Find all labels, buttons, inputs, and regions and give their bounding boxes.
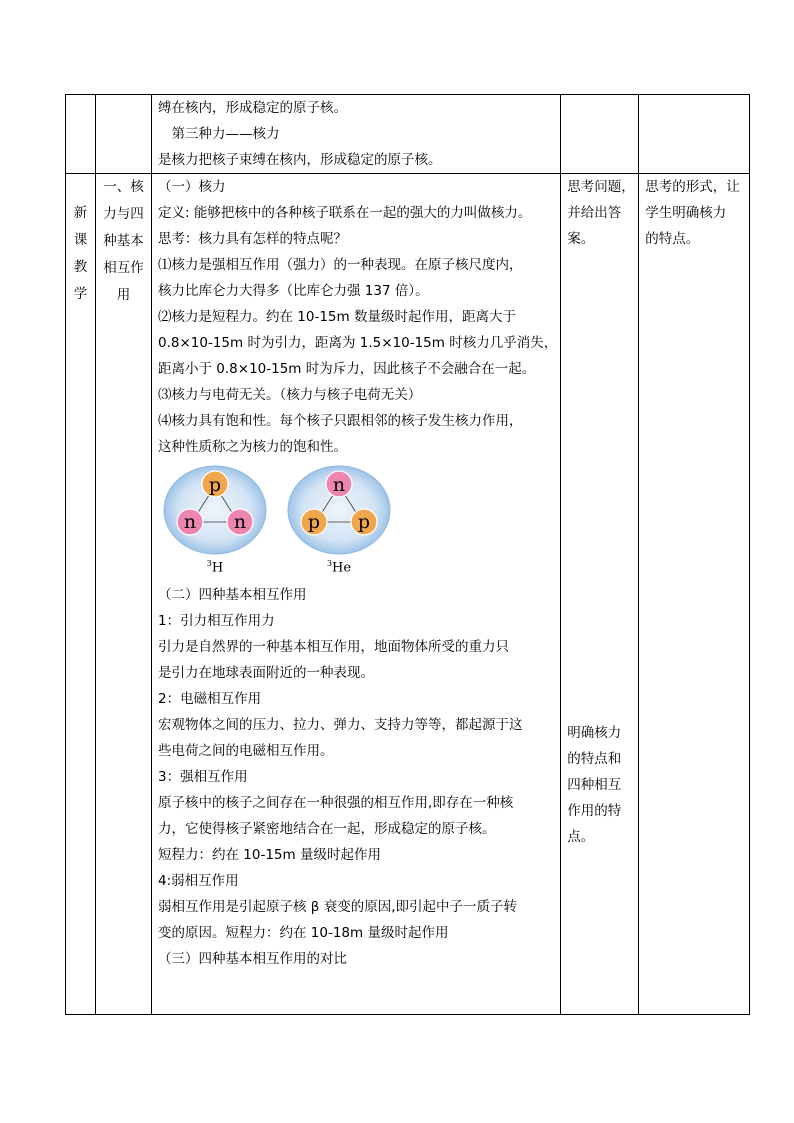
text-line: 力，它使得核子紧密地结合在一起，形成稳定的原子核。	[158, 821, 496, 837]
design-intent-cell-empty	[639, 95, 750, 174]
content-cell	[152, 174, 561, 1015]
text-line: 是引力在地球表面附近的一种表现。	[158, 665, 374, 681]
text-line: 第三种力——核力	[158, 126, 280, 142]
text-line: 的特点和	[567, 751, 622, 767]
mass-number: 3	[326, 559, 333, 568]
text-line: 并给出答	[567, 205, 622, 221]
text-line: 原子核中的核子之间存在一种很强的相互作用,即存在一种核	[158, 795, 514, 811]
topic-line: 种基本	[103, 233, 144, 249]
nucleon-label: n	[183, 511, 197, 533]
text-line: 距离小于 0.8×10-15m 时为斥力，因此核子不会融合在一起。	[158, 361, 536, 377]
element-symbol: H	[211, 560, 224, 576]
text-line: ⑴核力是强相互作用（强力）的一种表现。在原子核尺度内，	[158, 257, 523, 273]
helium3-nucleus-diagram	[286, 464, 392, 556]
text-line: 明确核力	[567, 725, 622, 741]
nucleon-label: p	[357, 511, 371, 533]
table-row	[66, 174, 750, 1015]
topic-line: 用	[116, 287, 131, 303]
section-cell	[66, 174, 96, 1015]
section-char: 新	[73, 205, 88, 221]
nucleon-label: p	[208, 474, 222, 496]
text-line: ⑷核力具有饱和性。每个核子只跟相邻的核子发生核力作用，	[158, 413, 523, 429]
helium3-nucleus-figure	[286, 464, 392, 574]
text-line: 思考：核力具有怎样的特点呢？	[158, 231, 347, 247]
figure-label	[162, 556, 268, 576]
table-row	[66, 95, 750, 174]
mass-number: 3	[206, 559, 212, 568]
tritium-nucleus-diagram	[162, 464, 268, 556]
text-line: 变的原因。短程力：约在 10-18m 量级时起作用	[158, 925, 449, 941]
section-char: 教	[73, 259, 88, 275]
text-line: ⑶核力与电荷无关。（核力与核子电荷无关）	[158, 387, 422, 403]
section-cell-empty	[66, 95, 96, 174]
topic-cell	[96, 174, 152, 1015]
topic-line: 相互作	[103, 260, 144, 276]
tritium-nucleus-figure	[162, 464, 268, 574]
section-char: 学	[73, 286, 88, 302]
text-line: 缚在核内，形成稳定的原子核。	[158, 100, 347, 116]
nucleon-label: n	[332, 474, 346, 496]
text-line: 核力比库仑力大得多（比库仑力强 137 倍）。	[158, 283, 429, 299]
student-activity-cell	[561, 174, 639, 1015]
text-line: 的特点。	[645, 231, 700, 247]
text-line: 作用的特	[567, 803, 622, 819]
heading-four-interactions: （二）四种基本相互作用	[158, 587, 307, 603]
text-line: 点。	[567, 829, 595, 845]
text-line: 弱相互作用是引起原子核 β 衰变的原因,即引起中子一质子转	[158, 899, 517, 915]
text-line: 3：强相互作用	[158, 769, 248, 785]
element-symbol: He	[332, 560, 352, 576]
text-line: 4:弱相互作用	[158, 873, 239, 889]
text-line: 思考的形式，让	[645, 179, 740, 195]
text-line: 四种相互	[567, 777, 622, 793]
topic-cell-empty	[96, 95, 152, 174]
nucleon-label: n	[233, 511, 247, 533]
text-line: 1：引力相互作用力	[158, 613, 275, 629]
student-activity-cell-empty	[561, 95, 639, 174]
figure-label	[286, 556, 392, 576]
text-line: 案。	[567, 231, 595, 247]
section-char: 课	[73, 232, 88, 248]
text-line: 思考问题，	[567, 179, 635, 195]
lesson-plan-table	[65, 94, 750, 1015]
content-cell	[152, 95, 561, 174]
text-line: 些电荷之间的电磁相互作用。	[158, 743, 334, 759]
topic-line: 力与四	[103, 206, 144, 222]
heading-comparison: （三）四种基本相互作用的对比	[158, 951, 347, 967]
heading-core-force: （一）核力	[158, 179, 226, 195]
text-line: 是核力把核子束缚在核内，形成稳定的原子核。	[158, 152, 442, 168]
text-line: 学生明确核力	[645, 205, 727, 221]
text-line: ⑵核力是短程力。约在 10-15m 数量级时起作用，距离大于	[158, 309, 516, 325]
topic-line: 一、核	[103, 179, 144, 195]
nucleon-label: p	[307, 511, 321, 533]
text-line: 短程力：约在 10-15m 量级时起作用	[158, 847, 381, 863]
text-line: 这种性质称之为核力的饱和性。	[158, 439, 347, 455]
text-line: 0.8×10-15m 时为引力，距离为 1.5×10-15m 时核力几乎消失，	[158, 335, 558, 351]
design-intent-cell	[639, 174, 750, 1015]
text-line: 2：电磁相互作用	[158, 691, 262, 707]
text-line: 定义: 能够把核中的各种核子联系在一起的强大的力叫做核力。	[158, 205, 532, 221]
nucleus-figures	[158, 460, 557, 574]
text-line: 引力是自然界的一种基本相互作用，地面物体所受的重力只	[158, 639, 509, 655]
text-line: 宏观物体之间的压力、拉力、弹力、支持力等等，都起源于这	[158, 717, 523, 733]
